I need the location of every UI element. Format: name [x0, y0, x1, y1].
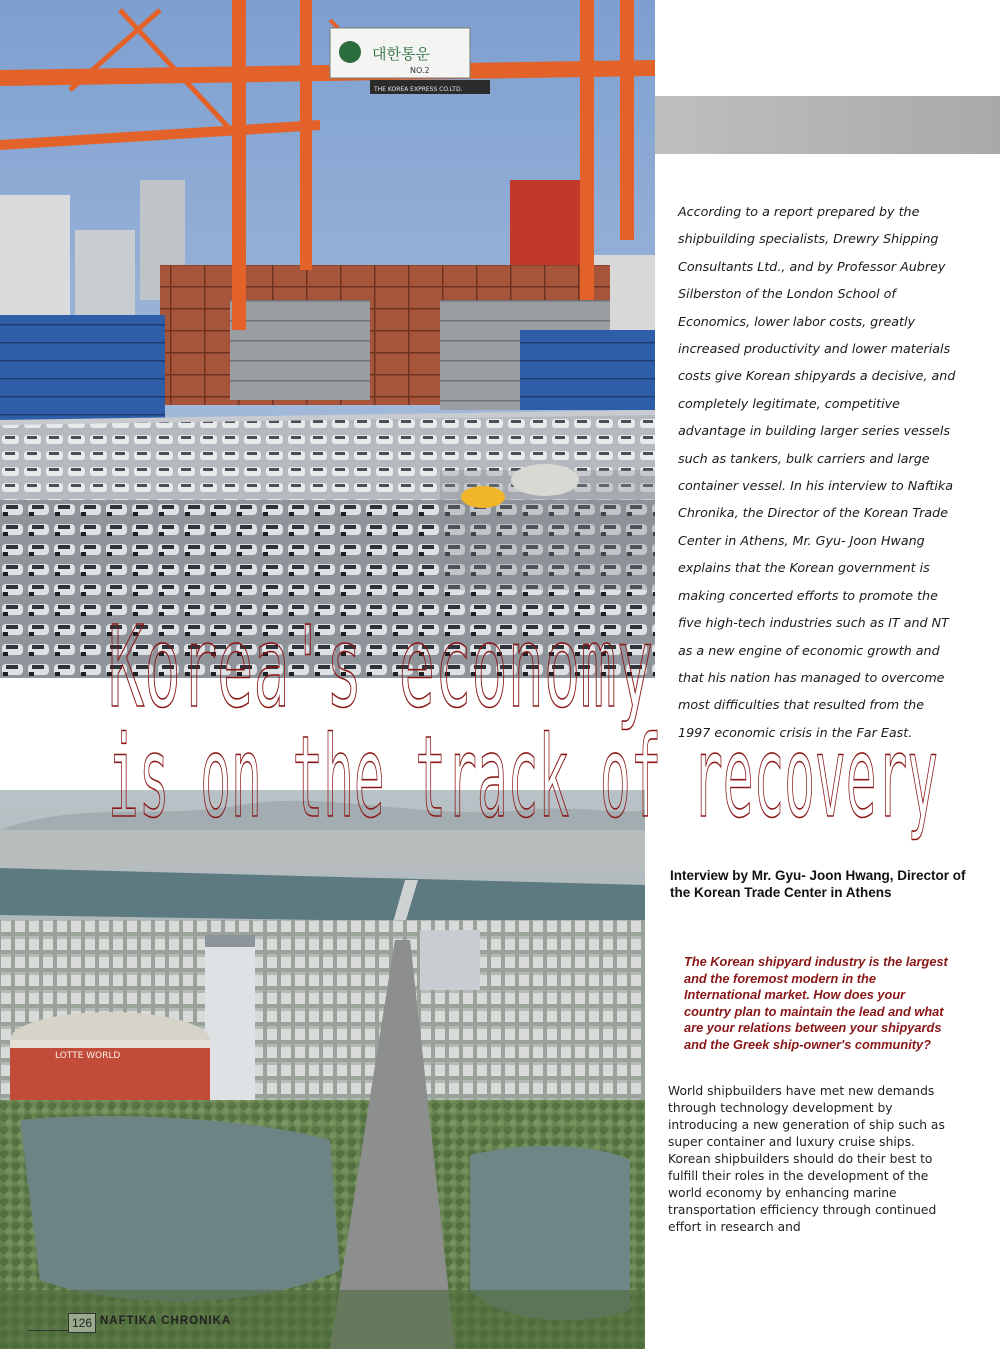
lead-paragraph: According to a report prepared by the shipbuilding specialists, Drewry Shipping Consultants Ltd., and by Professor Aubrey Silberston of the London School of Economics, lower labor costs, greatly increased productivity and lower materials costs give Korean shipyards a decisive, and completely legitimate, competitive advantage in building larger series vessels such as tankers, bulk carriers and large container vessel. In his interview to Naftika Chronika, the Director of the Korean Trade Center in Athens, Mr. Gyu- Joon Hwang explains that the Korean government is making concerted efforts to promote the five high-tech industries such as IT and NT as a new engine of economic growth and that his nation has managed to overcome most difficulties that resulted from the 1997 economic crisis in the Far East.	[678, 204, 956, 740]
interview-answer: World shipbuilders have met new demands through technology development by introducing a new generation of ship such as super container and luxury cruise ships. Korean shipbuilders should do their best to fulfill their roles in the development of the world economy by enhancing marine transportation efficiency through continued effort in research and	[668, 1084, 945, 1234]
interview-question: The Korean shipyard industry is the largest and the foremost modern in the International market. How does your country plan to maintain the lead and what are your relations between your shipyards and the Greek ship-owner's community?	[684, 954, 948, 1052]
headline-line-2: is on the track of recovery	[108, 713, 938, 843]
crane-sign-number: NO.2	[410, 66, 430, 75]
city-illustration	[0, 790, 645, 1349]
page-number: 126	[68, 1313, 96, 1333]
crane-sign-korean: 대한통운	[372, 45, 430, 63]
dome-sign: LOTTE WORLD	[55, 1051, 121, 1061]
port-illustration	[0, 0, 655, 678]
crane-sign-company: THE KOREA EXPRESS CO.LTD.	[374, 86, 463, 93]
footer-rule	[28, 1330, 68, 1331]
port-photo	[0, 0, 655, 678]
page-footer	[28, 1313, 248, 1333]
decorative-band	[655, 96, 1000, 154]
headline-line-1: Korea's economy	[108, 603, 653, 733]
byline: Interview by Mr. Gyu- Joon Hwang, Director of the Korean Trade Center in Athens	[670, 868, 966, 900]
magazine-name: NAFTIKA CHRONIKA	[100, 1315, 232, 1327]
city-aerial-photo	[0, 790, 645, 1349]
